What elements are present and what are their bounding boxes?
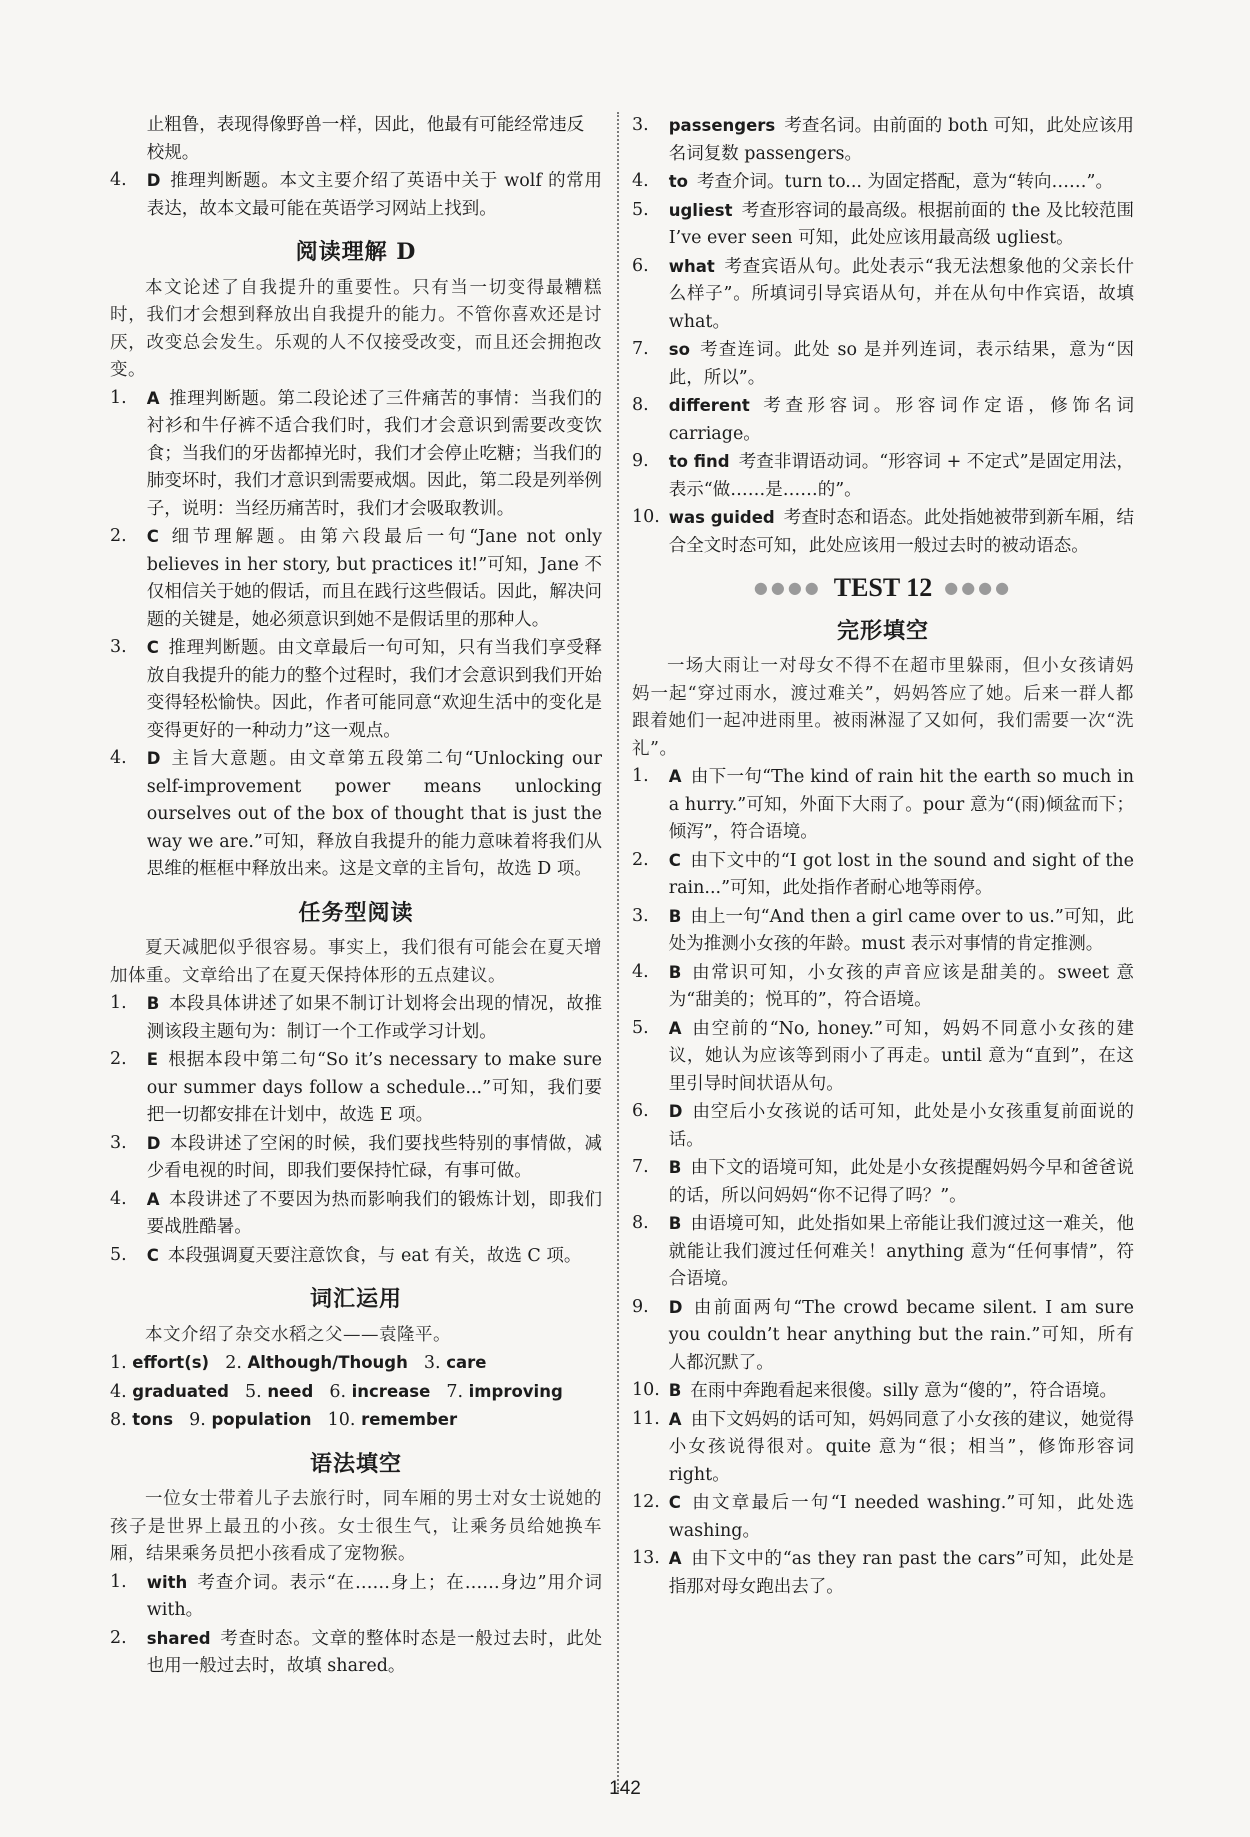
item-number: 10. [632,507,660,527]
item-number: 8. [632,395,649,415]
vocab-answer: 3. care [423,1353,487,1373]
answer-key: A [668,767,682,786]
answer-item [110,1186,602,1242]
explanation: 考查宾语从句。此处表示“我无法想象他的父亲长什么样子”。所填词引导宾语从句，并在从句中作宾语，故填 what。 [668,256,1134,332]
item-number: 9. [632,451,649,471]
answer-key: E [146,1050,159,1069]
vocab-answer: 8. tons [110,1410,174,1430]
answer-item [632,1406,1134,1490]
explanation: 推理判断题。由文章最后一句可知，只有当我们享受释放自我提升的能力的整个过程时，我们才会意识到我们开始变得轻松愉快。因此，作者可能同意“欢迎生活中的变化是变得更好的一种动力”这一观点。 [146,638,602,741]
answer-item [632,763,1134,847]
answer-item [632,504,1134,560]
answer-key: C [668,850,681,870]
answer-key: to find [668,452,730,471]
item-number: 2. [632,849,649,870]
explanation: 考查连词。此处 so 是并列连词，表示结果，意为“因此，所以”。 [668,340,1134,388]
section-title-cloze: 完形填空 [836,617,929,644]
section-summary: 一位女士带着儿子去旅行时，同车厢的男士对女士说她的孩子是世界上最丑的小孩。女士很生气，让乘务员给她换车厢，结果乘务员把小孩看成了宠物猴。 [110,1489,602,1564]
answer-item [632,197,1134,253]
answer-item [632,1489,1134,1545]
explanation: 考查时态和语态。此处指她被带到新车厢，结合全文时态可知，此处应该用一般过去时的被动语态。 [668,508,1134,556]
column-divider [617,112,619,1792]
explanation: 考查介词。turn to... 为固定搭配，意为“转向……”。 [697,172,1113,192]
explanation: 考查形容词的最高级。根据前面的 the 及比较范围 I’ve ever seen 可知，此处应该用最高级 ugliest。 [668,200,1134,248]
answer-item [110,1046,602,1130]
explanation: 本段讲述了不要因为热而影响我们的锻炼计划，即我们要战胜酷暑。 [146,1189,602,1237]
answer-item [632,1098,1134,1154]
answer-item [632,112,1134,168]
answer-key: was guided [668,508,775,527]
answer-key: D [146,171,161,190]
explanation: 考查名词。由前面的 both 可知，此处应该用名词复数 passengers。 [668,116,1134,164]
continuation-text: 止粗鲁，表现得像野兽一样，因此，他最有可能经常违反 [146,115,585,135]
vocab-answer: 4. graduated [110,1381,229,1402]
explanation: 本段讲述了空闲的时候，我们要找些特别的事情做，减少看电视的时间，即我们要保持忙碌，有事可做。 [146,1133,602,1181]
explanation: 考查时态。文章的整体时态是一般过去时，此处也用一般过去时，故填 shared。 [146,1628,602,1676]
explanation: 推理判断题。本文主要介绍了英语中关于 wolf 的常用表达，故本文最可能在英语学习网站上找到。 [146,171,602,219]
item-number: 10. [632,1380,660,1400]
answer-item [110,745,602,884]
answer-key: passengers [668,116,776,135]
decorative-dots: ●●●● [944,578,1013,597]
item-number: 6. [632,255,649,276]
vocab-answer: 2. Although/Though [225,1353,408,1373]
explanation: 由下文的语境可知，此处是小女孩提醒妈妈今早和爸爸说的话，所以问妈妈“你不记得了吗？”。 [668,1158,1134,1206]
item-number: 7. [632,339,649,359]
answer-item [632,448,1134,504]
vocab-answer: 7. improving [446,1381,563,1402]
explanation: 在雨中奔跑看起来很傻。silly 意为“傻的”，符合语境。 [690,1381,1118,1401]
explanation: 本段具体讲述了如果不制订计划将会出现的情况，故推测该段主题句为：制订一个工作或学习计划。 [146,994,602,1042]
explanation: 由空后小女孩说的话可知，此处是小女孩重复前面说的话。 [668,1102,1134,1150]
item-number: 4. [110,1188,127,1209]
answer-item [632,253,1134,337]
item-number: 9. [632,1296,649,1317]
decorative-dots: ●●●● [753,578,822,597]
answer-key: with [146,1572,188,1592]
explanation: 由常识可知，小女孩的声音应该是甜美的。sweet 意为“甜美的；悦耳的”，符合语境。 [668,962,1134,1010]
answer-key: D [668,1102,683,1121]
item-number: 4. [632,171,649,191]
answer-item [632,336,1134,392]
explanation: 考查非谓语动词。“形容词 + 不定式”是固定用法，表示“做……是……的”。 [668,452,1134,500]
answer-item [110,167,602,223]
answer-key: B [668,906,682,926]
explanation: 由前面两句“The crowd became silent. I am sure you couldn’t hear anything but the rain.”可知，所有人都沉默了。 [668,1297,1134,1373]
answer-key: what [668,256,715,276]
answer-key: D [668,1297,683,1317]
answer-key: C [146,638,159,657]
answer-item [632,847,1134,903]
item-number: 8. [632,1213,649,1233]
section-summary: 一场大雨让一对母女不得不在超市里躲雨，但小女孩请妈妈一起“穿过雨水，渡过难关”，妈妈答应了她。后来一群人都跟着她们一起冲进雨里。被雨淋湿了又如何，我们需要一次“洗礼”。 [632,656,1134,759]
item-number: 3. [632,905,649,926]
section-title-vocab: 词汇运用 [309,1286,402,1312]
item-number: 13. [632,1548,660,1568]
answer-key: A [146,388,160,408]
answer-key: ugliest [668,200,733,220]
continuation-text: 校规。 [146,142,200,163]
answer-key: shared [146,1628,211,1648]
item-number: 3. [632,115,649,135]
vocab-answer: 9. population [189,1410,312,1430]
explanation: 由文章最后一句“I needed washing.”可知，此处选 washing。 [668,1493,1134,1541]
answer-item [110,385,602,524]
item-number: 4. [110,170,127,190]
item-number: 5. [632,1017,649,1038]
explanation: 主旨大意题。由文章第五段第二句“Unlocking our self-improvement power means unlocking ourselves out of the box of thought that is just the way we are.”可知，释放自我提升的能力意味着将我们从思维的框框中释放出来。这是文章的主旨句，故选 D 项。 [146,749,602,879]
answer-key: B [668,1381,682,1400]
item-number: 2. [110,526,127,546]
left-column [110,112,602,1681]
answer-item [110,523,602,634]
explanation: 由下文妈妈的话可知，妈妈同意了小女孩的建议，她觉得小女孩说得很对。quite 意为“很；相当”，修饰形容词 right。 [668,1409,1134,1485]
item-number: 1. [632,766,649,786]
vocab-row [110,1349,602,1378]
answer-key: A [668,1018,682,1038]
explanation: 由下一句“The kind of rain hit the earth so much in a hurry.”可知，外面下大雨了。pour 意为“(雨)倾盆而下；倾泻”，符合语境。 [668,767,1134,842]
answer-item [632,168,1134,197]
item-number: 3. [110,637,127,657]
vocab-answer: 6. increase [329,1381,431,1402]
answer-item [632,1015,1134,1099]
vocab-answer: 1. effort(s) [110,1353,210,1373]
answer-item [632,903,1134,959]
item-number: 5. [632,199,649,220]
test-label: TEST 12 [833,573,933,602]
answer-key: B [668,1158,682,1177]
item-number: 1. [110,1571,127,1592]
section-title-task-reading: 任务型阅读 [298,899,414,926]
explanation: 考查介词。表示“在……身上；在……身边”用介词 with。 [146,1572,602,1620]
section-title-reading-d: 阅读理解 D [295,239,417,265]
explanation: 由下文中的“I got lost in the sound and sight of the rain...”可知，此处指作者耐心地等雨停。 [668,850,1134,898]
answer-item [110,1569,602,1625]
answer-item [110,1242,602,1271]
answer-key: D [146,749,161,768]
answer-key: B [668,1214,682,1233]
answer-key: D [146,1133,161,1153]
item-number: 4. [110,748,127,768]
item-number: 2. [110,1049,127,1069]
explanation: 由下文中的“as they ran past the cars”可知，此处是指那对母女跑出去了。 [668,1549,1134,1597]
answer-item [110,634,602,745]
answer-key: A [668,1549,682,1568]
item-number: 1. [110,387,127,408]
explanation: 推理判断题。第二段论述了三件痛苦的事情：当我们的衬衫和牛仔裤不适合我们时，我们才会意识到需要改变饮食；当我们的牙齿都掉光时，我们才会停止吃糖；当我们的肺变坏时，我们才意识到需要戒烟。因此，第二段是列举例子，说明：当经历痛苦时，我们才会吸取教训。 [146,388,602,519]
item-number: 5. [110,1244,127,1265]
answer-key: C [146,527,159,546]
vocab-row [110,1378,602,1407]
answer-item [632,1210,1134,1294]
answer-item [632,1377,1134,1406]
item-number: 7. [632,1157,649,1177]
answer-item [632,1154,1134,1210]
answer-item [110,1625,602,1681]
answer-item [110,1130,602,1186]
item-number: 4. [632,961,649,982]
answer-key: B [146,994,160,1013]
test-heading [632,574,1134,602]
vocab-row [110,1406,602,1435]
answer-key: different [668,396,750,415]
vocab-answer: 10. remember [327,1410,458,1430]
explanation: 根据本段中第二句“So it’s necessary to make sure our summer days follow a schedule...”可知，我们要把一切都安排在计划中，故选 E 项。 [146,1050,602,1125]
answer-key: A [146,1189,160,1209]
section-summary: 本文论述了自我提升的重要性。只有当一切变得最糟糕时，我们才会想到释放出自我提升的能力。不管你喜欢还是讨厌，改变总会发生。乐观的人不仅接受改变，而且还会拥抱改变。 [110,277,602,380]
section-summary: 夏天减肥似乎很容易。事实上，我们很有可能会在夏天增加体重。文章给出了在夏天保持体形的五点建议。 [110,938,602,986]
answer-key: B [668,962,682,982]
answer-key: C [146,1245,159,1265]
answer-item [632,392,1134,448]
explanation: 细节理解题。由第六段最后一句“Jane not only believes in her story, but practices it!”可知，Jane 不仅相信关于她的假话，而且在践行这些假话。因此，解决问题的关键是，她必须意识到她不是假话里的那种人。 [146,527,602,630]
answer-item [632,1545,1134,1601]
answer-key: C [668,1493,681,1512]
explanation: 由上一句“And then a girl came over to us.”可知，此处为推测小女孩的年龄。must 表示对事情的肯定推测。 [668,906,1134,954]
right-column [632,112,1134,1601]
explanation: 由空前的“No, honey.”可知，妈妈不同意小女孩的建议，她认为应该等到雨小了再走。until 意为“直到”，在这里引导时间状语从句。 [668,1018,1134,1094]
vocab-answer: 5. need [245,1381,314,1402]
explanation: 由语境可知，此处指如果上帝能让我们渡过这一难关，他就能让我们渡过任何难关！anything 意为“任何事情”，符合语境。 [668,1214,1134,1289]
explanation: 考查形容词。形容词作定语，修饰名词 carriage。 [668,396,1134,444]
answer-key: to [668,172,688,191]
answer-item [632,959,1134,1015]
item-number: 3. [110,1132,127,1153]
answer-item [632,1294,1134,1378]
explanation: 本段强调夏天要注意饮食，与 eat 有关，故选 C 项。 [167,1245,582,1266]
item-number: 12. [632,1492,660,1512]
answer-key: A [668,1409,682,1429]
answer-item [110,990,602,1046]
page-number: 142 [609,1778,641,1799]
answer-key: so [668,340,690,359]
item-number: 6. [632,1101,649,1121]
section-title-grammar: 语法填空 [309,1450,402,1477]
item-number: 1. [110,993,127,1013]
item-number: 2. [110,1627,127,1648]
section-summary: 本文介绍了杂交水稻之父——袁隆平。 [145,1324,451,1345]
item-number: 11. [632,1408,660,1429]
